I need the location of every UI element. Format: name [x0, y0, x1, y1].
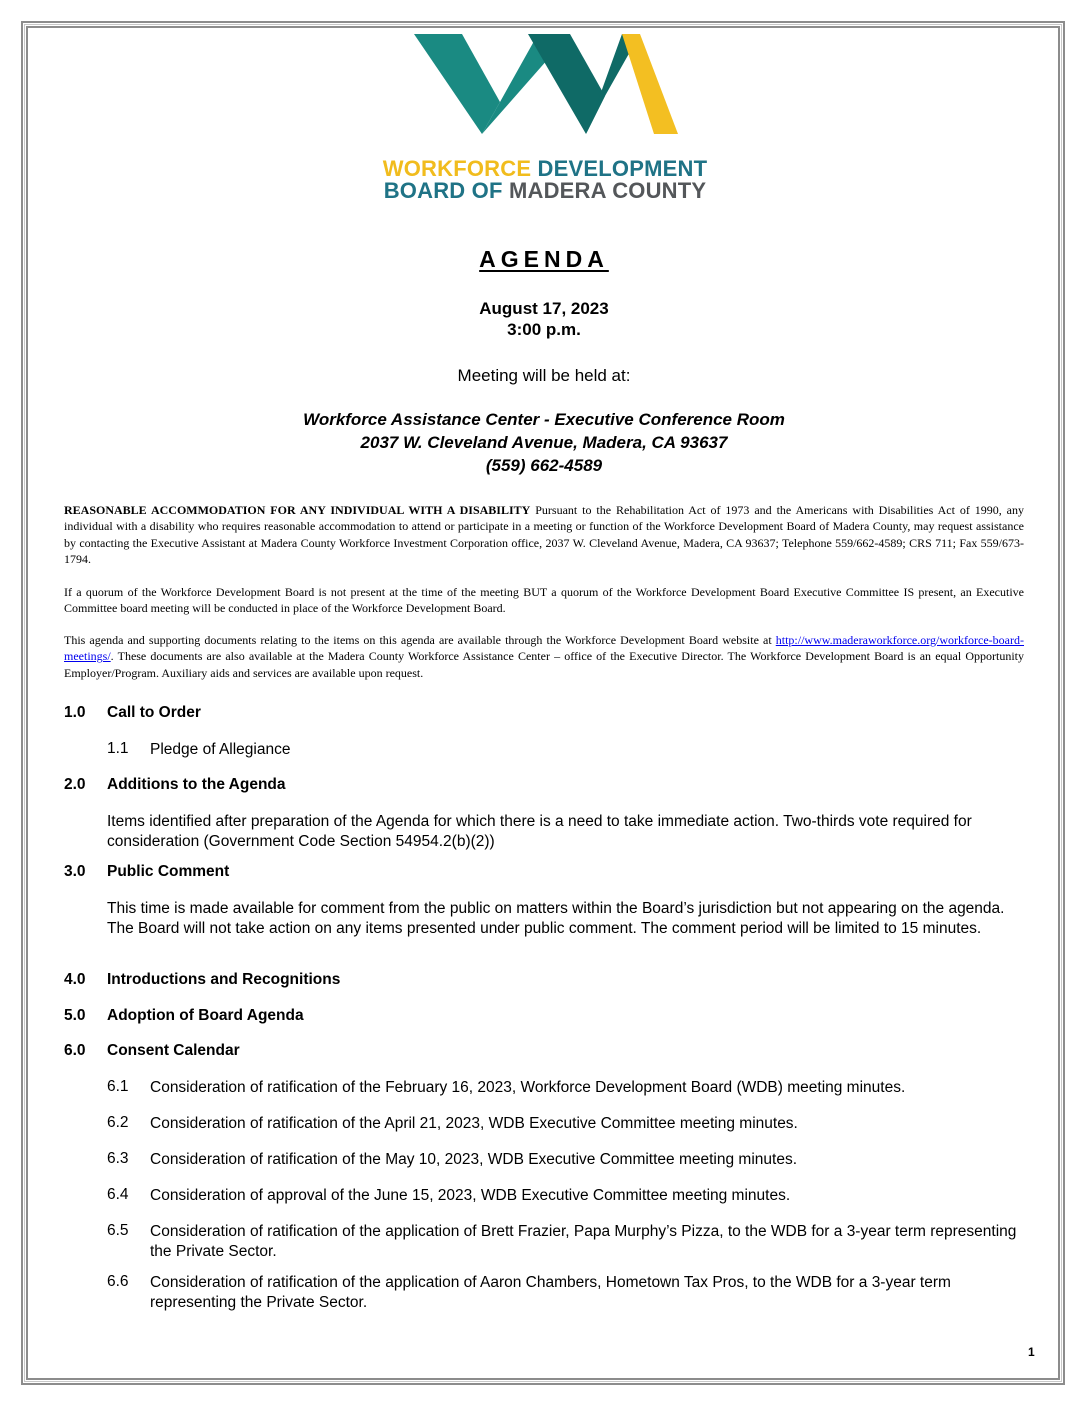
section-label: Public Comment — [107, 863, 230, 880]
logo-word-board-of: BOARD OF — [383, 178, 503, 203]
location-name: Workforce Assistance Center - Executive Conference Room — [303, 410, 785, 429]
item-label: Consideration of ratification of the February 16, 2023, Workforce Development Board (WDB) meeting minutes. — [150, 1079, 906, 1096]
section-label: Adoption of Board Agenda — [107, 1007, 304, 1024]
section-number: 5.0 — [64, 1007, 86, 1024]
logo-text-line-2 — [372, 178, 718, 204]
documents-notice — [64, 632, 1024, 681]
page-number: 1 — [1028, 1345, 1035, 1359]
section-number: 2.0 — [64, 776, 86, 793]
logo-word-workforce: WORKFORCE — [382, 156, 532, 181]
item-number: 6.1 — [107, 1078, 129, 1095]
item-number: 6.3 — [107, 1150, 129, 1167]
item-label: Pledge of Allegiance — [150, 741, 291, 758]
documents-text-before: This agenda and supporting documents relating to the items on this agenda are available through the Workforce Development Board website at — [64, 633, 776, 647]
meeting-held-at-label: Meeting will be held at: — [457, 366, 631, 385]
logo-stroke-1 — [414, 34, 500, 134]
item-number: 6.6 — [107, 1273, 129, 1290]
section-number: 1.0 — [64, 704, 86, 721]
section-label: Call to Order — [107, 704, 201, 721]
section-label: Introductions and Recognitions — [107, 971, 341, 988]
accommodation-notice — [64, 502, 1024, 567]
logo-word-development: DEVELOPMENT — [537, 156, 708, 181]
item-label: Consideration of ratification of the April 21, 2023, WDB Executive Committee meeting minutes. — [150, 1115, 798, 1132]
item-label: Consideration of ratification of the application of Aaron Chambers, Hometown Tax Pros, to the WDB for a 3-year term representing the Private Sector. — [150, 1274, 951, 1311]
section-label: Consent Calendar — [107, 1042, 240, 1059]
board-meetings-link[interactable]: http://www.maderaworkforce.org/workforce-board-meetings/ — [64, 633, 1024, 664]
agenda-title-text: AGENDA — [479, 246, 609, 272]
section-number: 6.0 — [64, 1042, 86, 1059]
item-number: 6.2 — [107, 1114, 129, 1131]
accommodation-heading: REASONABLE ACCOMMODATION FOR ANY INDIVIDUAL WITH A DISABILITY — [64, 503, 531, 517]
location-phone: (559) 662-4589 — [485, 456, 603, 475]
section-number: 3.0 — [64, 863, 86, 880]
item-label: Consideration of ratification of the application of Brett Frazier, Papa Murphy’s Pizza, to the WDB for a 3-year term representing the Private Sector. — [150, 1223, 1017, 1260]
meeting-time: 3:00 p.m. — [507, 320, 581, 339]
quorum-notice: If a quorum of the Workforce Development Board is not present at the time of the meeting BUT a quorum of the Workforce Development Board Executive Committee IS present, an Executive Committee board meeting will be conducted in place of the Workforce Development Board. — [64, 585, 1024, 616]
item-label: Consideration of approval of the June 15, 2023, WDB Executive Committee meeting minutes. — [150, 1187, 791, 1204]
item-number: 1.1 — [107, 740, 129, 757]
section-label: Additions to the Agenda — [107, 776, 286, 793]
page-border-inner — [26, 26, 1060, 1380]
documents-text-after: . These documents are also available at the Madera County Workforce Assistance Center – office of the Executive Director. The Workforce Development Board is an equal Opportunity Employer/Program. Auxiliary aids and services are available upon request. — [64, 649, 1024, 680]
section-2-description: Items identified after preparation of the Agenda for which there is a need to take immediate action. Two-thirds vote required for consideration (Government Code Section 54954.2(b)(2)) — [107, 813, 972, 850]
item-label: Consideration of ratification of the May 10, 2023, WDB Executive Committee meeting minutes. — [150, 1151, 797, 1168]
section-number: 4.0 — [64, 971, 86, 988]
item-number: 6.5 — [107, 1222, 129, 1239]
location-address: 2037 W. Cleveland Avenue, Madera, CA 93637 — [360, 433, 728, 452]
item-number: 6.4 — [107, 1186, 129, 1203]
organization-logo — [372, 30, 718, 205]
section-3-description: This time is made available for comment from the public on matters within the Board’s jurisdiction but not appearing on the agenda. The Board will not take action on any items presented under public comment. The comment period will be limited to 15 minutes. — [107, 900, 1005, 937]
agenda-title — [0, 246, 1088, 273]
meeting-date: August 17, 2023 — [479, 299, 609, 318]
logo-word-madera-county: MADERA COUNTY — [508, 178, 707, 203]
wa-logo-mark-icon — [410, 30, 680, 138]
accommodation-body: Pursuant to the Rehabilitation Act of 1973 and the Americans with Disabilities Act of 1990, any individual with a disability who requires reasonable accommodation to attend or participate in a meeting or function of the Workforce Development Board of Madera County, may request assistance by contacting the Executive Assistant at Madera County Workforce Investment Corporation office, 2037 W. Cleveland Avenue, Madera, CA 93637; Telephone 559/662-4589; CRS 711; Fax 559/673-1794. — [64, 503, 1024, 566]
logo-stroke-5 — [622, 34, 678, 134]
